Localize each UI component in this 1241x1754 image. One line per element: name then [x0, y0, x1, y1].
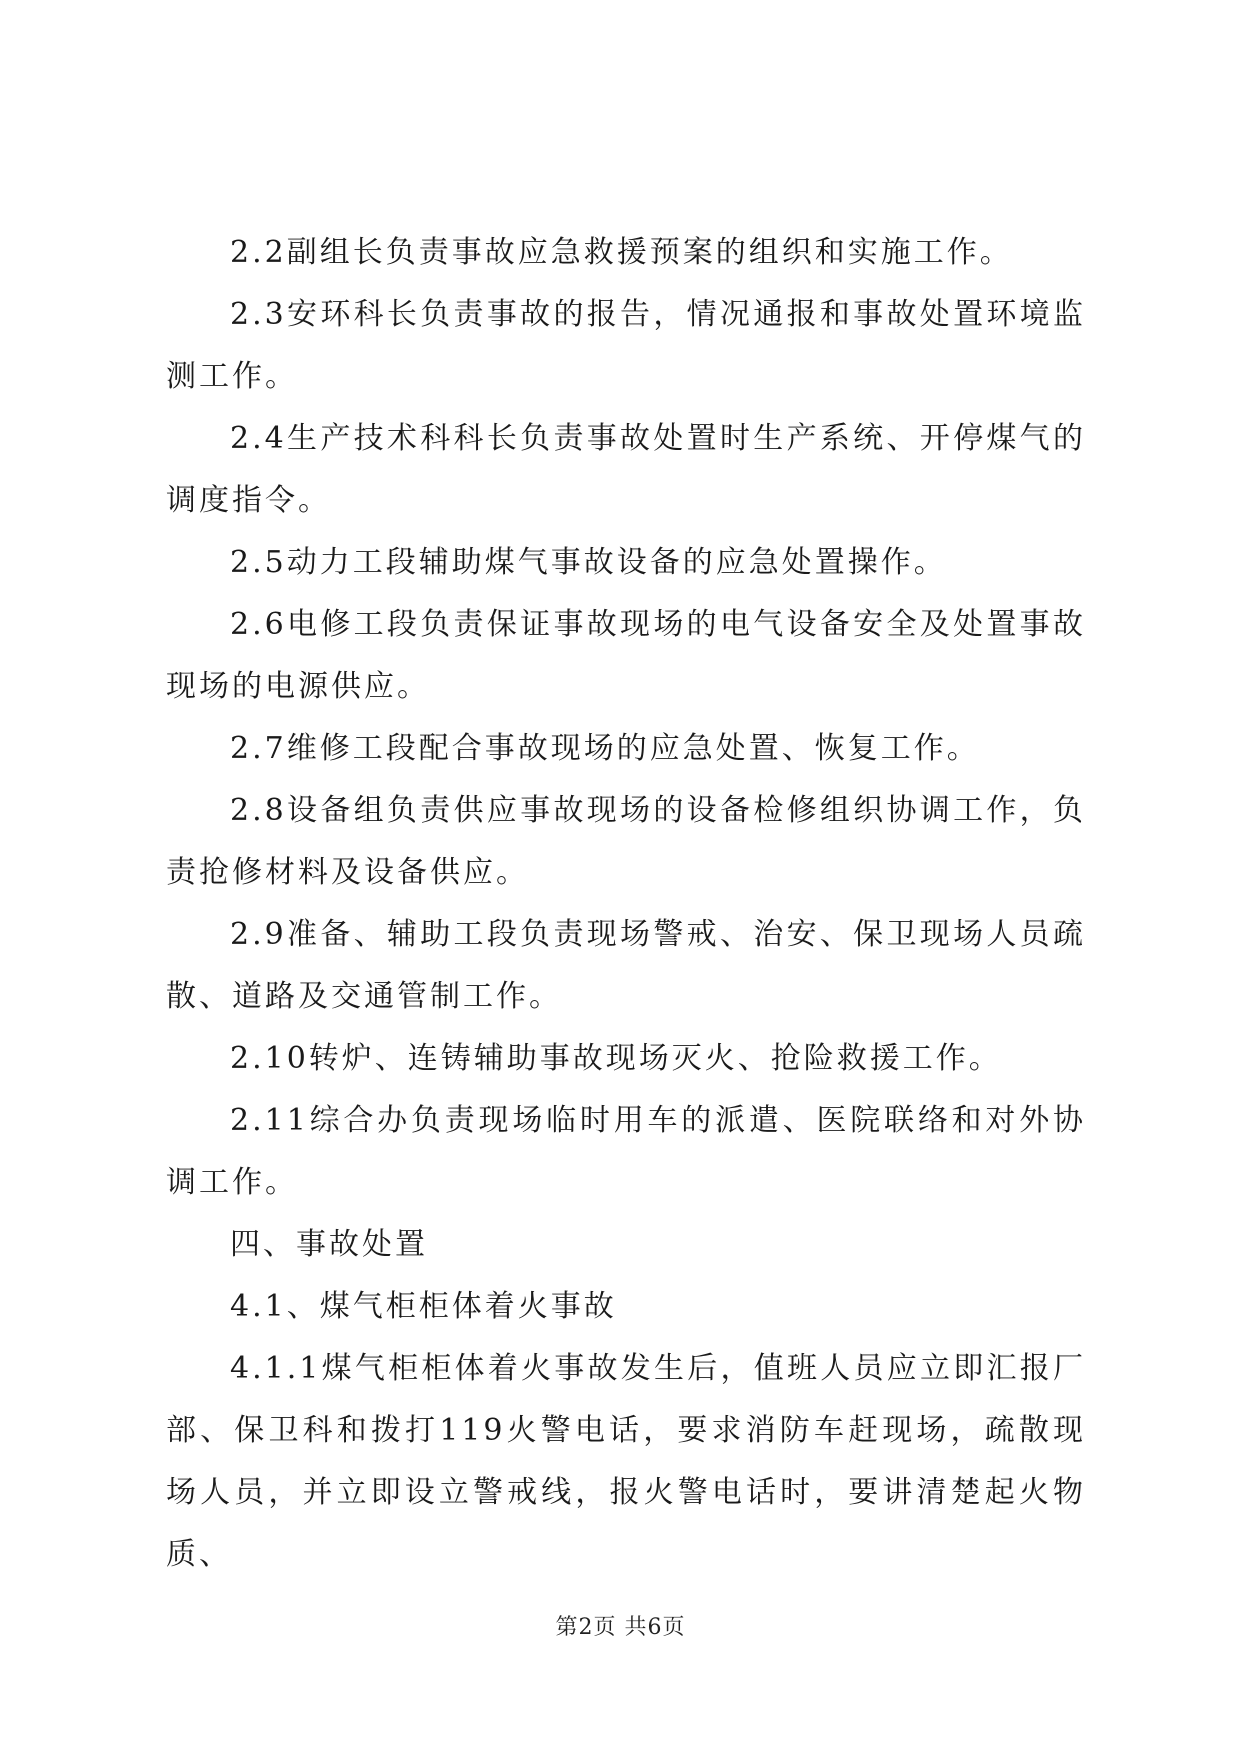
paragraph-2-2: 2.2副组长负责事故应急救援预案的组织和实施工作。 — [230, 235, 1013, 270]
paragraph-2-3: 2.3安环科长负责事故的报告，情况通报和事故处置环境监测工作。 — [166, 297, 1086, 394]
paragraph-2-9: 2.9准备、辅助工段负责现场警戒、治安、保卫现场人员疏散、道路及交通管制工作。 — [166, 917, 1086, 1014]
paragraph-2-4: 2.4生产技术科科长负责事故处置时生产系统、开停煤气的调度指令。 — [166, 421, 1086, 518]
paragraph-4-1-1: 4.1.1煤气柜柜体着火事故发生后，值班人员应立即汇报厂部、保卫科和拨打119火警电话，要求消防车赶现场，疏散现场人员，并立即设立警戒线，报火警电话时，要讲清楚起火物质、 — [166, 1351, 1086, 1572]
document-body — [166, 222, 1086, 1586]
paragraph-2-10: 2.10转炉、连铸辅助事故现场灭火、抢险救援工作。 — [230, 1041, 1002, 1076]
section-heading-4: 四、事故处置 — [230, 1227, 428, 1262]
paragraph-2-5: 2.5动力工段辅助煤气事故设备的应急处置操作。 — [230, 545, 947, 580]
paragraph-2-11: 2.11综合办负责现场临时用车的派遣、医院联络和对外协调工作。 — [166, 1103, 1086, 1200]
paragraph-2-6: 2.6电修工段负责保证事故现场的电气设备安全及处置事故现场的电源供应。 — [166, 607, 1086, 704]
paragraph-2-8: 2.8设备组负责供应事故现场的设备检修组织协调工作，负责抢修材料及设备供应。 — [166, 793, 1086, 890]
subsection-heading-4-1: 4.1、煤气柜柜体着火事故 — [230, 1289, 617, 1324]
page-number-footer: 第2页 共6页 — [555, 1615, 686, 1640]
paragraph-2-7: 2.7维修工段配合事故现场的应急处置、恢复工作。 — [230, 731, 980, 766]
